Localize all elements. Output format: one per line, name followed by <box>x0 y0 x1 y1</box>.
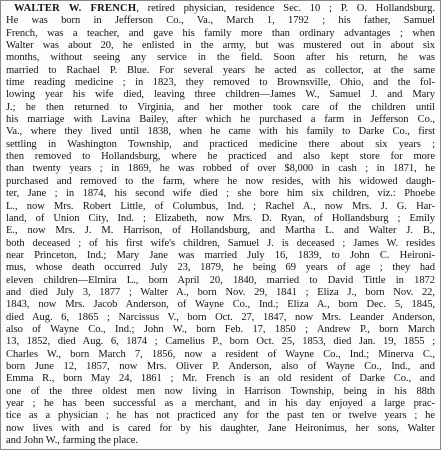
text-line: L., now Mrs. Robert Little, of Columbus, Ind. ; Rachel A., now Mrs. J. G. Har- <box>6 200 435 212</box>
text-line: French, was a teacher, and gave his family more than ordinary advantages ; when <box>6 27 435 39</box>
text-line <box>6 3 435 15</box>
text-line: died Aug. 6, 1865 ; Narcissus V., born Oct. 27, 1847, now Mrs. Leander Anderson, <box>6 311 435 323</box>
entry-name: WALTER W. FRENCH <box>14 3 137 14</box>
text-line: now lives with and is cared for by his daughter, Jane Heironimus, her sons, Walter <box>6 422 435 434</box>
text-line: his marriage with Lavina Bailey, after which he purchased a farm in Jefferson Co., <box>6 114 435 126</box>
text-line: 1843, now Mrs. Jacob Anderson, of Wayne Co., Ind.; Eliza A., born Dec. 5, 1845, <box>6 299 435 311</box>
biography-entry <box>6 3 435 447</box>
text-line: both deceased ; of his first wife's children, Samuel J. is deceased ; James W. resides <box>6 237 435 249</box>
text-line: purchased and removed to the farm, where he now resides, with his widowed daugh- <box>6 175 435 187</box>
text-line: and John W., farming the place. <box>6 435 139 447</box>
text-line: Emma R., born May 24, 1861 ; Mr. French is an old resident of Darke Co., and <box>6 373 435 385</box>
text-line: eleven children—Elmira L., born April 20, 1840, married to David Tittle in 1872 <box>6 274 435 286</box>
text-line: also of Wayne Co., Ind.; John W., born Feb. 17, 1850 ; Andrew P., born March <box>6 323 435 335</box>
text-line: months, without seeing any service in the field. Soon after his return, he was <box>6 52 435 64</box>
text-line: than twenty years ; in 1869, he was robbed of over $8,000 in cash ; in 1871, he <box>6 163 435 175</box>
text-line: time reading medicine ; in 1823, they removed to Brownsville, Ohio, and the fol- <box>6 77 435 89</box>
text-line: married to Rachael P. Blue. For several years he acted as collector, at the same <box>6 64 435 76</box>
text-line: year ; he has been successful as a merchant, and in his day enjoyed a large prac- <box>6 398 435 409</box>
text-line: near Princeton, Ind.; Mary Jane was married July 16, 1839, to John C. Heironi- <box>6 249 435 261</box>
text-line: then removed to Hollandsburg, where he practiced and also kept store for more <box>6 151 435 163</box>
text-line: land, of Union City, Ind. ; Elizabeth, now Mrs. D. Ryan, of Hollandsburg ; Emily <box>6 212 435 224</box>
text-line: settling in Washington Township, and practiced medicine there about six years ; <box>6 138 435 150</box>
text-line: He was born in Jefferson Co., Va., March 1, 1792 ; his father, Samuel <box>6 15 435 27</box>
text-line: Charles W., born March 7, 1856, now a resident of Wayne Co., Ind.; Minerva C., <box>6 348 435 360</box>
entry-intro-text: , retired physician, residence Sec. 10 ; P. O. Hollandsburg. <box>136 3 435 14</box>
text-line: 13, 1852, died Aug. 6, 1874 ; Camelius P., born Oct. 25, 1853, died Jan. 19, 1855 ; <box>6 336 435 348</box>
text-line: lowing year his wife died, leaving three children—James W., Samuel J. and Mary <box>6 89 435 101</box>
text-line: mus, whose death occurred July 23, 1879, he being 69 years of age ; they had <box>6 262 435 274</box>
text-line: tice as a physician ; he has not practiced any for the past ten or twelve years ; he <box>6 410 435 422</box>
text-line: one of the three oldest men now living in Harrison Township, being in his 88th <box>6 385 435 397</box>
text-line: J.; he then returned to Virginia, and her mother took care of the children until <box>6 101 435 113</box>
text-line: Walter was about 20, he enlisted in the army, but was mustered out in about six <box>6 40 435 52</box>
text-line: born June 12, 1857, now Mrs. Oliver P. Anderson, also of Wayne Co., Ind., and <box>6 360 435 372</box>
text-line: and died July 3, 1877 ; Walter A., born Nov. 29, 1841 ; Eliza J., born Nov. 22, <box>6 286 435 298</box>
text-line: E., now Mrs. J. M. Harrison, of Hollandsburg, and Martha L. and Walter J. B., <box>6 225 435 237</box>
text-line: Va., where they lived until 1838, when he came with his family to Darke Co., first <box>6 126 435 138</box>
text-line: ter, Jane ; in 1874, his second wife died ; she bore him six children, viz.: Phoebe <box>6 188 435 200</box>
